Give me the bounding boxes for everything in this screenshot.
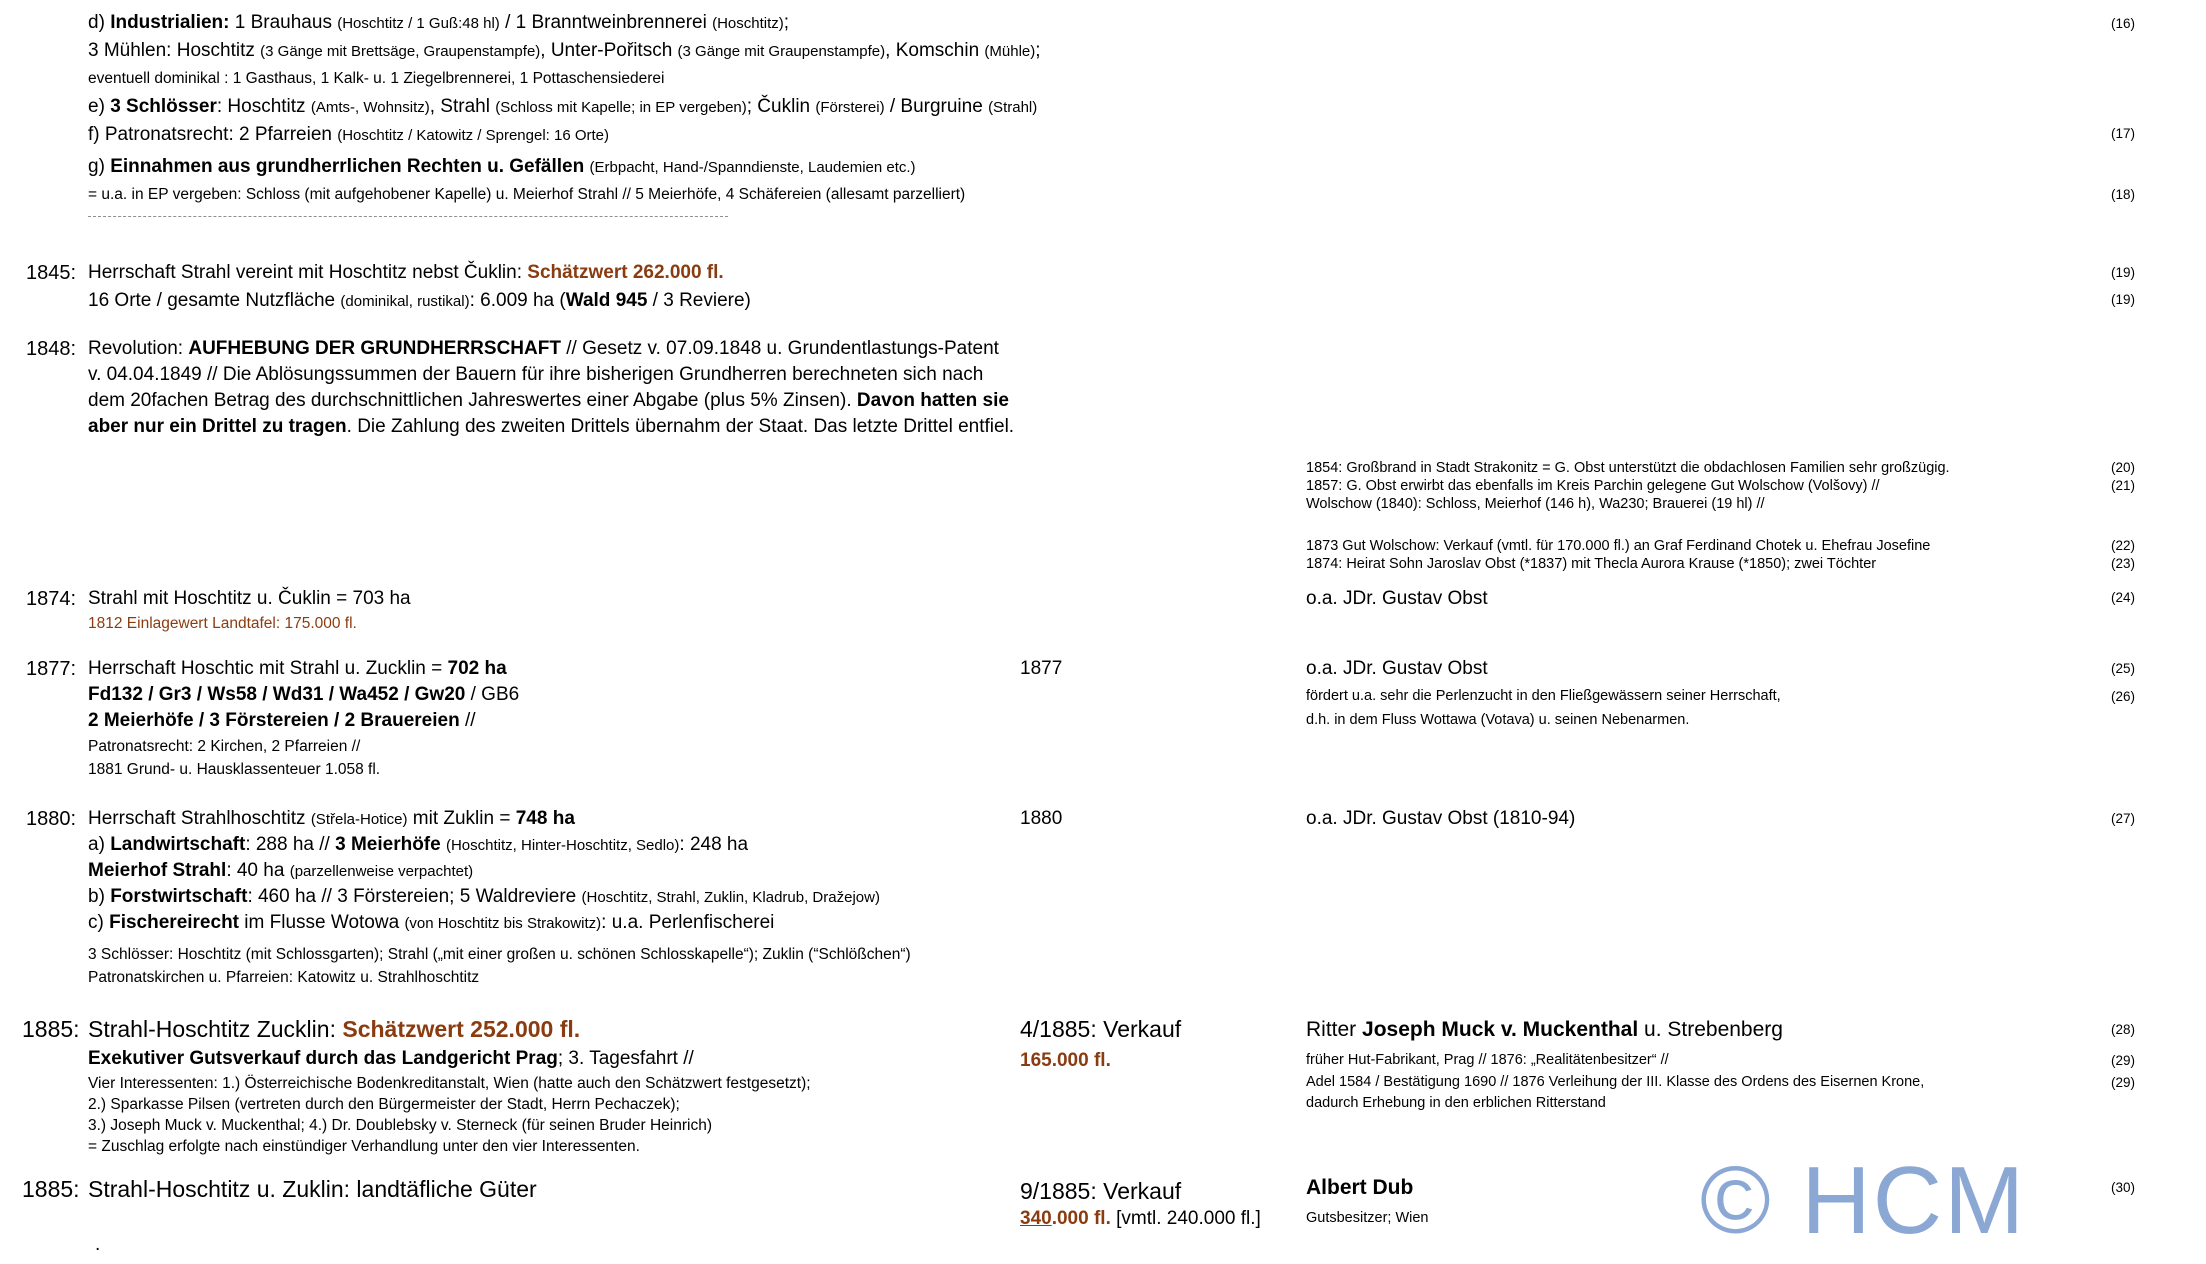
entry-1874-owner: o.a. JDr. Gustav Obst (1306, 588, 1488, 609)
entry-1877-owner-note1: fördert u.a. sehr die Perlenzucht in den Fließgewässern seiner Herrschaft, (1306, 688, 1781, 704)
ref-18: (18) (2110, 187, 2135, 202)
entry-1885a-buyer: Ritter Joseph Muck v. Muckenthal u. Strebenberg (1306, 1018, 1783, 1041)
year-1874: 1874: (26, 588, 77, 610)
ref-19a: (19) (2110, 265, 2135, 280)
year-1848: 1848: (26, 338, 77, 360)
hcm-watermark: © HCM (1700, 1147, 2027, 1254)
entry-1877-mid-year: 1877 (1020, 658, 1063, 679)
ref-29a: (29) (2110, 1053, 2135, 1068)
entry-1885b-line1: Strahl-Hoschtitz u. Zuklin: landtäfliche Güter (88, 1176, 537, 1202)
note-1874-heirat: 1874: Heirat Sohn Jaroslav Obst (*1837) mit Thecla Aurora Krause (*1850); zwei Töchter (1306, 556, 1877, 572)
year-1885b: 1885: (22, 1176, 80, 1202)
ref-24: (24) (2110, 590, 2135, 605)
entry-1885b-buyer-note: Gutsbesitzer; Wien (1306, 1210, 1429, 1226)
entry-1845-line1: Herrschaft Strahl vereint mit Hoschtitz nebst Čuklin: Schätzwert 262.000 fl. (88, 262, 724, 283)
entry-1848-line3: dem 20fachen Betrag des durchschnittlichen Jahreswertes einer Abgabe (plus 5% Zinsen). Davon hatten sie (88, 390, 1009, 411)
note-1854: 1854: Großbrand in Stadt Strakonitz = G. Obst unterstützt die obdachlosen Familien sehr großzügig. (1306, 460, 1950, 476)
entry-1880-line7: Patronatskirchen u. Pfarreien: Katowitz u. Strahlhoschtitz (88, 969, 480, 986)
note-1873: 1873 Gut Wolschow: Verkauf (vmtl. für 170.000 fl.) an Graf Ferdinand Chotek u. Ehefrau Josefine (1306, 538, 1931, 554)
ref-20: (20) (2110, 460, 2135, 475)
entry-1885b-buyer: Albert Dub (1306, 1176, 1414, 1199)
entry-1885b-dot: . (95, 1234, 101, 1255)
entry-1848-line1: Revolution: AUFHEBUNG DER GRUNDHERRSCHAFT // Gesetz v. 07.09.1848 u. Grundentlastungs-Patent (88, 338, 999, 359)
intro-line-e: e) 3 Schlösser: Hoschtitz (Amts-, Wohnsitz), Strahl (Schloss mit Kapelle; in EP vergeben); Čuklin (Försterei) / Burgruine (Strahl) (88, 96, 1038, 117)
entry-1877-line5: 1881 Grund- u. Hausklassenteuer 1.058 fl. (88, 761, 381, 778)
entry-1877-line2: Fd132 / Gr3 / Ws58 / Wd31 / Wa452 / Gw20 / GB6 (88, 684, 520, 705)
intro-line-d2: 3 Mühlen: Hoschtitz (3 Gänge mit Brettsäge, Graupenstampfe), Unter-Pořitsch (3 Gänge mit Graupenstampfe), Komschin (Mühle); (88, 40, 1041, 61)
entry-1885a-line3: Vier Interessenten: 1.) Österreichische Bodenkreditanstalt, Wien (hatte auch den Schätzwert festgesetzt); (88, 1075, 811, 1092)
entry-1874-line1: Strahl mit Hoschtitz u. Čuklin = 703 ha (88, 588, 411, 609)
entry-1877-owner-note2: d.h. in dem Fluss Wottawa (Votava) u. seinen Nebenarmen. (1306, 712, 1690, 728)
intro-line-g-sub: = u.a. in EP vergeben: Schloss (mit aufgehobener Kapelle) u. Meierhof Strahl // 5 Meierhöfe, 4 Schäfereien (allesamt parzelliert) (88, 186, 966, 203)
entry-1885a-buyer-note2: Adel 1584 / Bestätigung 1690 // 1876 Verleihung der III. Klasse des Ordens des Eisernen Krone, (1306, 1074, 1925, 1090)
entry-1874-line2: 1812 Einlagewert Landtafel: 175.000 fl. (88, 615, 357, 632)
entry-1877-line3: 2 Meierhöfe / 3 Förstereien / 2 Brauereien // (88, 710, 476, 731)
ref-26: (26) (2110, 689, 2135, 704)
ref-22: (22) (2110, 538, 2135, 553)
entry-1885a-line6: = Zuschlag erfolgte nach einstündiger Verhandlung unter den vier Interessenten. (88, 1138, 640, 1155)
ref-29b: (29) (2110, 1075, 2135, 1090)
note-1857: 1857: G. Obst erwirbt das ebenfalls im Kreis Parchin gelegene Gut Wolschow (Volšovy) // (1306, 478, 1880, 494)
entry-1885a-line2: Exekutiver Gutsverkauf durch das Landgericht Prag; 3. Tagesfahrt // (88, 1048, 694, 1069)
ref-25: (25) (2110, 661, 2135, 676)
ref-23: (23) (2110, 556, 2135, 571)
entry-1885a-sale-price: 165.000 fl. (1020, 1050, 1111, 1071)
entry-1885a-buyer-note3: dadurch Erhebung in den erblichen Ritterstand (1306, 1095, 1606, 1111)
intro-line-d1: d) Industrialien: 1 Brauhaus (Hoschtitz / 1 Guß:48 hl) / 1 Branntweinbrennerei (Hoschtitz); (88, 12, 790, 33)
entry-1880-mid-year: 1880 (1020, 808, 1063, 829)
year-1880: 1880: (26, 808, 77, 830)
year-1885a: 1885: (22, 1016, 80, 1042)
intro-line-d3: eventuell dominikal : 1 Gasthaus, 1 Kalk- u. 1 Ziegelbrennerei, 1 Pottaschensiederei (88, 70, 665, 87)
entry-1880-line3: Meierhof Strahl: 40 ha (parzellenweise verpachtet) (88, 860, 474, 881)
entry-1848-line2: v. 04.04.1849 // Die Ablösungssummen der Bauern für ihre bisherigen Grundherren berechneten sich nach (88, 364, 984, 385)
year-1877: 1877: (26, 658, 77, 680)
ref-27: (27) (2110, 811, 2135, 826)
entry-1885a-buyer-note1: früher Hut-Fabrikant, Prag // 1876: „Realitätenbesitzer“ // (1306, 1052, 1669, 1068)
entry-1880-owner: o.a. JDr. Gustav Obst (1810-94) (1306, 808, 1576, 829)
entry-1885a-sale-label: 4/1885: Verkauf (1020, 1016, 1182, 1042)
ref-28: (28) (2110, 1022, 2135, 1037)
entry-1848-line4: aber nur ein Drittel zu tragen. Die Zahlung des zweiten Drittels übernahm der Staat. Das letzte Drittel entfiel. (88, 416, 1015, 437)
entry-1885a-line5: 3.) Joseph Muck v. Muckenthal; 4.) Dr. Doublebsky v. Sterneck (für seinen Bruder Heinrich) (88, 1117, 712, 1134)
year-1845: 1845: (26, 262, 77, 284)
entry-1877-line1: Herrschaft Hoschtic mit Strahl u. Zucklin = 702 ha (88, 658, 507, 679)
entry-1880-line4: b) Forstwirtschaft: 460 ha // 3 Förstereien; 5 Waldreviere (Hoschtitz, Strahl, Zuklin, Kladrub, Dražejow) (88, 886, 880, 907)
entry-1845-line2: 16 Orte / gesamte Nutzfläche (dominikal, rustikal): 6.009 ha (Wald 945 / 3 Reviere) (88, 290, 751, 311)
entry-1880-line2: a) Landwirtschaft: 288 ha // 3 Meierhöfe (Hoschtitz, Hinter-Hoschtitz, Sedlo): 248 ha (88, 834, 749, 855)
entry-1877-owner: o.a. JDr. Gustav Obst (1306, 658, 1488, 679)
intro-line-g: g) Einnahmen aus grundherrlichen Rechten u. Gefällen (Erbpacht, Hand-/Spanndienste, Laudemien etc.) (88, 156, 916, 177)
note-wolschow-1840: Wolschow (1840): Schloss, Meierhof (146 h), Wa230; Brauerei (19 hl) // (1306, 496, 1765, 512)
entry-1885b-sale-price: 340.000 fl. [vmtl. 240.000 fl.] (1020, 1208, 1261, 1229)
entry-1880-line1: Herrschaft Strahlhoschtitz (Střela-Hotice) mit Zuklin = 748 ha (88, 808, 575, 829)
ref-19b: (19) (2110, 292, 2135, 307)
ref-17: (17) (2110, 126, 2135, 141)
entry-1885b-sale-label: 9/1885: Verkauf (1020, 1178, 1182, 1204)
dashed-separator (88, 216, 728, 217)
entry-1885a-line4: 2.) Sparkasse Pilsen (vertreten durch den Bürgermeister der Stadt, Herrn Pechaczek); (88, 1096, 680, 1113)
entry-1880-line6: 3 Schlösser: Hoschtitz (mit Schlossgarten); Strahl („mit einer großen u. schönen Schlosskapelle“); Zuklin (“Schlößchen“) (88, 946, 911, 963)
ref-30: (30) (2110, 1180, 2135, 1195)
intro-line-f: f) Patronatsrecht: 2 Pfarreien (Hoschtitz / Katowitz / Sprengel: 16 Orte) (88, 124, 610, 145)
entry-1885a-line1: Strahl-Hoschtitz Zucklin: Schätzwert 252.000 fl. (88, 1016, 581, 1042)
entry-1880-line5: c) Fischereirecht im Flusse Wotowa (von Hoschtitz bis Strakowitz): u.a. Perlenfischerei (88, 912, 775, 933)
ref-21: (21) (2110, 478, 2135, 493)
entry-1877-line4: Patronatsrecht: 2 Kirchen, 2 Pfarreien // (88, 738, 361, 755)
ref-16: (16) (2110, 16, 2135, 31)
